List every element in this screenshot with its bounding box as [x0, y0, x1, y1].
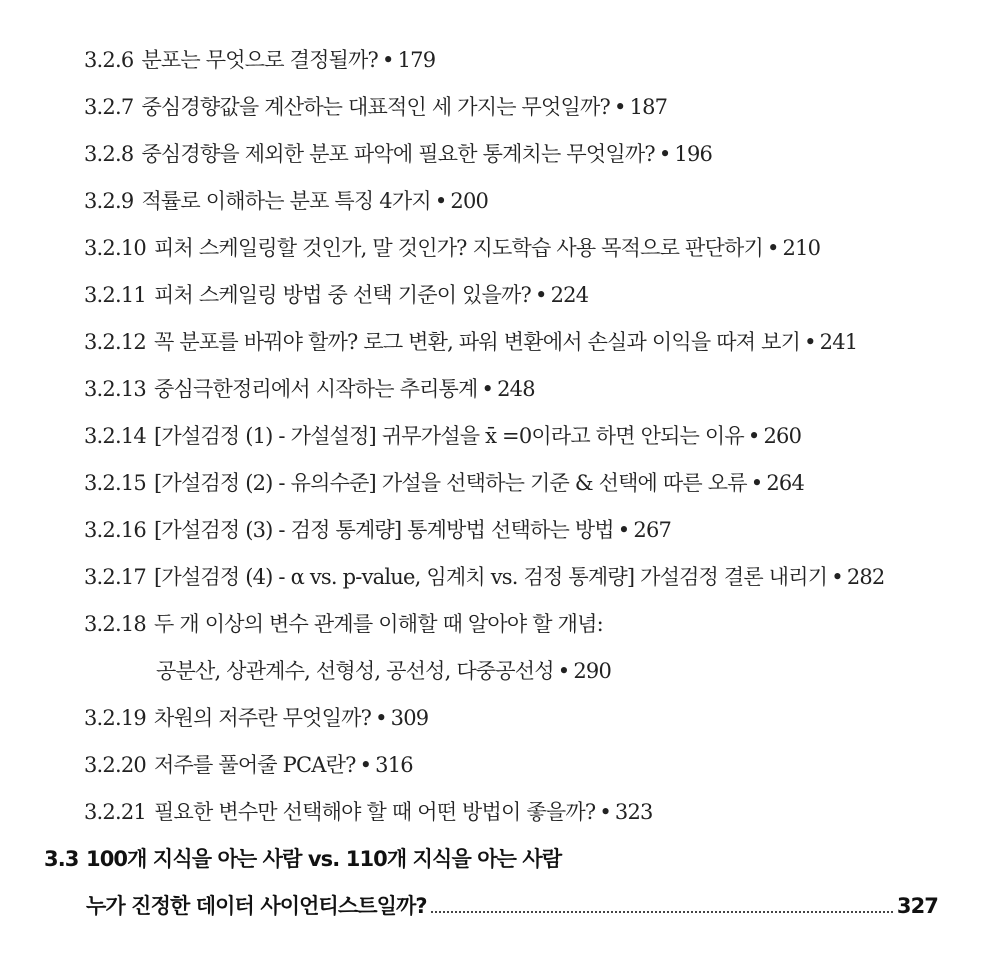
entry-page: 267	[633, 518, 672, 542]
entry-number: 3.2.17	[84, 565, 146, 589]
bullet: •	[617, 518, 630, 542]
entry-page: 196	[674, 142, 713, 166]
entry-title: 중심극한정리에서 시작하는 추리통계	[154, 377, 478, 401]
entry-number: 3.2.10	[84, 236, 146, 260]
entry-number: 3.2.7	[84, 95, 134, 119]
section-title-line2-row[interactable]	[86, 889, 938, 923]
toc-entry-3-2-9[interactable]	[84, 185, 488, 217]
bullet: •	[831, 565, 843, 589]
entry-page: 179	[397, 48, 436, 72]
entry-number: 3.2.12	[84, 330, 146, 354]
toc-entry-3-2-17[interactable]	[84, 561, 885, 593]
entry-page: 210	[782, 236, 821, 260]
bullet: •	[658, 142, 671, 166]
entry-number: 3.2.8	[84, 142, 134, 166]
entry-page: 260	[763, 424, 802, 448]
bullet: •	[382, 48, 394, 72]
bullet: •	[747, 424, 760, 448]
entry-page: 200	[450, 189, 489, 213]
entry-number: 3.2.16	[84, 518, 146, 542]
entry-title: 두 개 이상의 변수 관계를 이해할 때 알아야 할 개념:	[154, 612, 603, 636]
entry-title: [가설검정 (2) - 유의수준] 가설을 선택하는 기준 & 선택에 따른 오류	[154, 471, 747, 495]
entry-title: 분포는 무엇으로 결정될까?	[141, 48, 378, 72]
entry-title: 꼭 분포를 바꿔야 할까? 로그 변환, 파워 변환에서 손실과 이익을 따져 보기	[154, 330, 801, 354]
toc-entry-3-2-19[interactable]	[84, 702, 428, 734]
entry-number: 3.2.18	[84, 612, 146, 636]
bullet: •	[766, 236, 779, 260]
toc-entry-3-2-12[interactable]	[84, 326, 857, 358]
entry-page: 290	[573, 659, 612, 683]
entry-page: 248	[497, 377, 535, 401]
entry-number: 3.2.9	[84, 189, 134, 213]
entry-title: 중심경향을 제외한 분포 파악에 필요한 통계치는 무엇일까?	[141, 142, 655, 166]
entry-title: 피처 스케일링할 것인가, 말 것인가? 지도학습 사용 목적으로 판단하기	[154, 236, 763, 260]
entry-page: 323	[614, 800, 653, 824]
entry-title: [가설검정 (4) - α vs. p-value, 임계치 vs. 검정 통계량] 가설검정 결론 내리기	[154, 565, 828, 589]
bullet: •	[804, 330, 816, 354]
entry-title: [가설검정 (1) - 가설설정] 귀무가설을 x̄ =0이라고 하면 안되는 이유	[154, 424, 744, 448]
bullet: •	[750, 471, 763, 495]
bullet: •	[375, 706, 387, 730]
toc-entry-3-2-10[interactable]	[84, 232, 820, 264]
toc-entry-3-2-7[interactable]	[84, 91, 667, 123]
entry-page: 241	[819, 330, 858, 354]
entry-page: 309	[390, 706, 429, 730]
entry-title: 중심경향값을 계산하는 대표적인 세 가지는 무엇일까?	[141, 95, 610, 119]
entry-page: 224	[550, 283, 589, 307]
toc-entry-3-2-11[interactable]	[84, 279, 588, 311]
entry-title: 피처 스케일링 방법 중 선택 기준이 있을까?	[154, 283, 531, 307]
toc-entry-3-2-8[interactable]	[84, 138, 712, 170]
bullet: •	[481, 377, 494, 401]
entry-title: 저주를 풀어줄 PCA란?	[154, 753, 356, 777]
bullet: •	[359, 753, 372, 777]
entry-title: 필요한 변수만 선택해야 할 때 어떤 방법이 좋을까?	[154, 800, 596, 824]
entry-page: 282	[846, 565, 885, 589]
entry-number: 3.2.19	[84, 706, 146, 730]
bullet: •	[434, 189, 447, 213]
entry-number: 3.2.15	[84, 471, 146, 495]
bullet: •	[534, 283, 547, 307]
entry-number: 3.2.11	[84, 283, 146, 307]
toc-entry-3-2-15[interactable]	[84, 467, 804, 499]
entry-number: 3.2.20	[84, 753, 146, 777]
entry-title: 적률로 이해하는 분포 특징 4가지	[141, 189, 431, 213]
entry-title: [가설검정 (3) - 검정 통계량] 통계방법 선택하는 방법	[154, 518, 614, 542]
entry-number: 3.2.21	[84, 800, 146, 824]
toc-entry-3-2-13[interactable]	[84, 373, 535, 405]
toc-entry-3-2-16[interactable]	[84, 514, 671, 546]
entry-title: 차원의 저주란 무엇일까?	[154, 706, 372, 730]
toc-entry-3-2-18[interactable]	[84, 608, 603, 640]
section-number: 3.3	[44, 847, 79, 871]
section-title-line1[interactable]: 100개 지식을 아는 사람 vs. 110개 지식을 아는 사람	[86, 847, 562, 871]
toc-entry-3-2-18-continuation[interactable]	[156, 655, 611, 687]
bullet: •	[557, 659, 570, 683]
toc-entry-3-2-21[interactable]	[84, 796, 653, 828]
entry-number: 3.2.6	[84, 48, 134, 72]
section-title-line2: 누가 진정한 데이터 사이언티스트일까?	[86, 894, 427, 918]
bullet: •	[599, 800, 611, 824]
entry-number: 3.2.14	[84, 424, 146, 448]
entry-page: 187	[629, 95, 668, 119]
toc-entry-3-2-14[interactable]	[84, 420, 801, 452]
toc-entry-3-2-6[interactable]	[84, 44, 435, 76]
entry-page: 264	[766, 471, 805, 495]
entry-title: 공분산, 상관계수, 선형성, 공선성, 다중공선성	[156, 659, 554, 683]
entry-page: 316	[375, 753, 413, 777]
bullet: •	[613, 95, 626, 119]
entry-number: 3.2.13	[84, 377, 146, 401]
toc-entry-3-2-20[interactable]	[84, 749, 413, 781]
dot-leader	[431, 910, 893, 913]
section-page: 327	[896, 894, 938, 918]
